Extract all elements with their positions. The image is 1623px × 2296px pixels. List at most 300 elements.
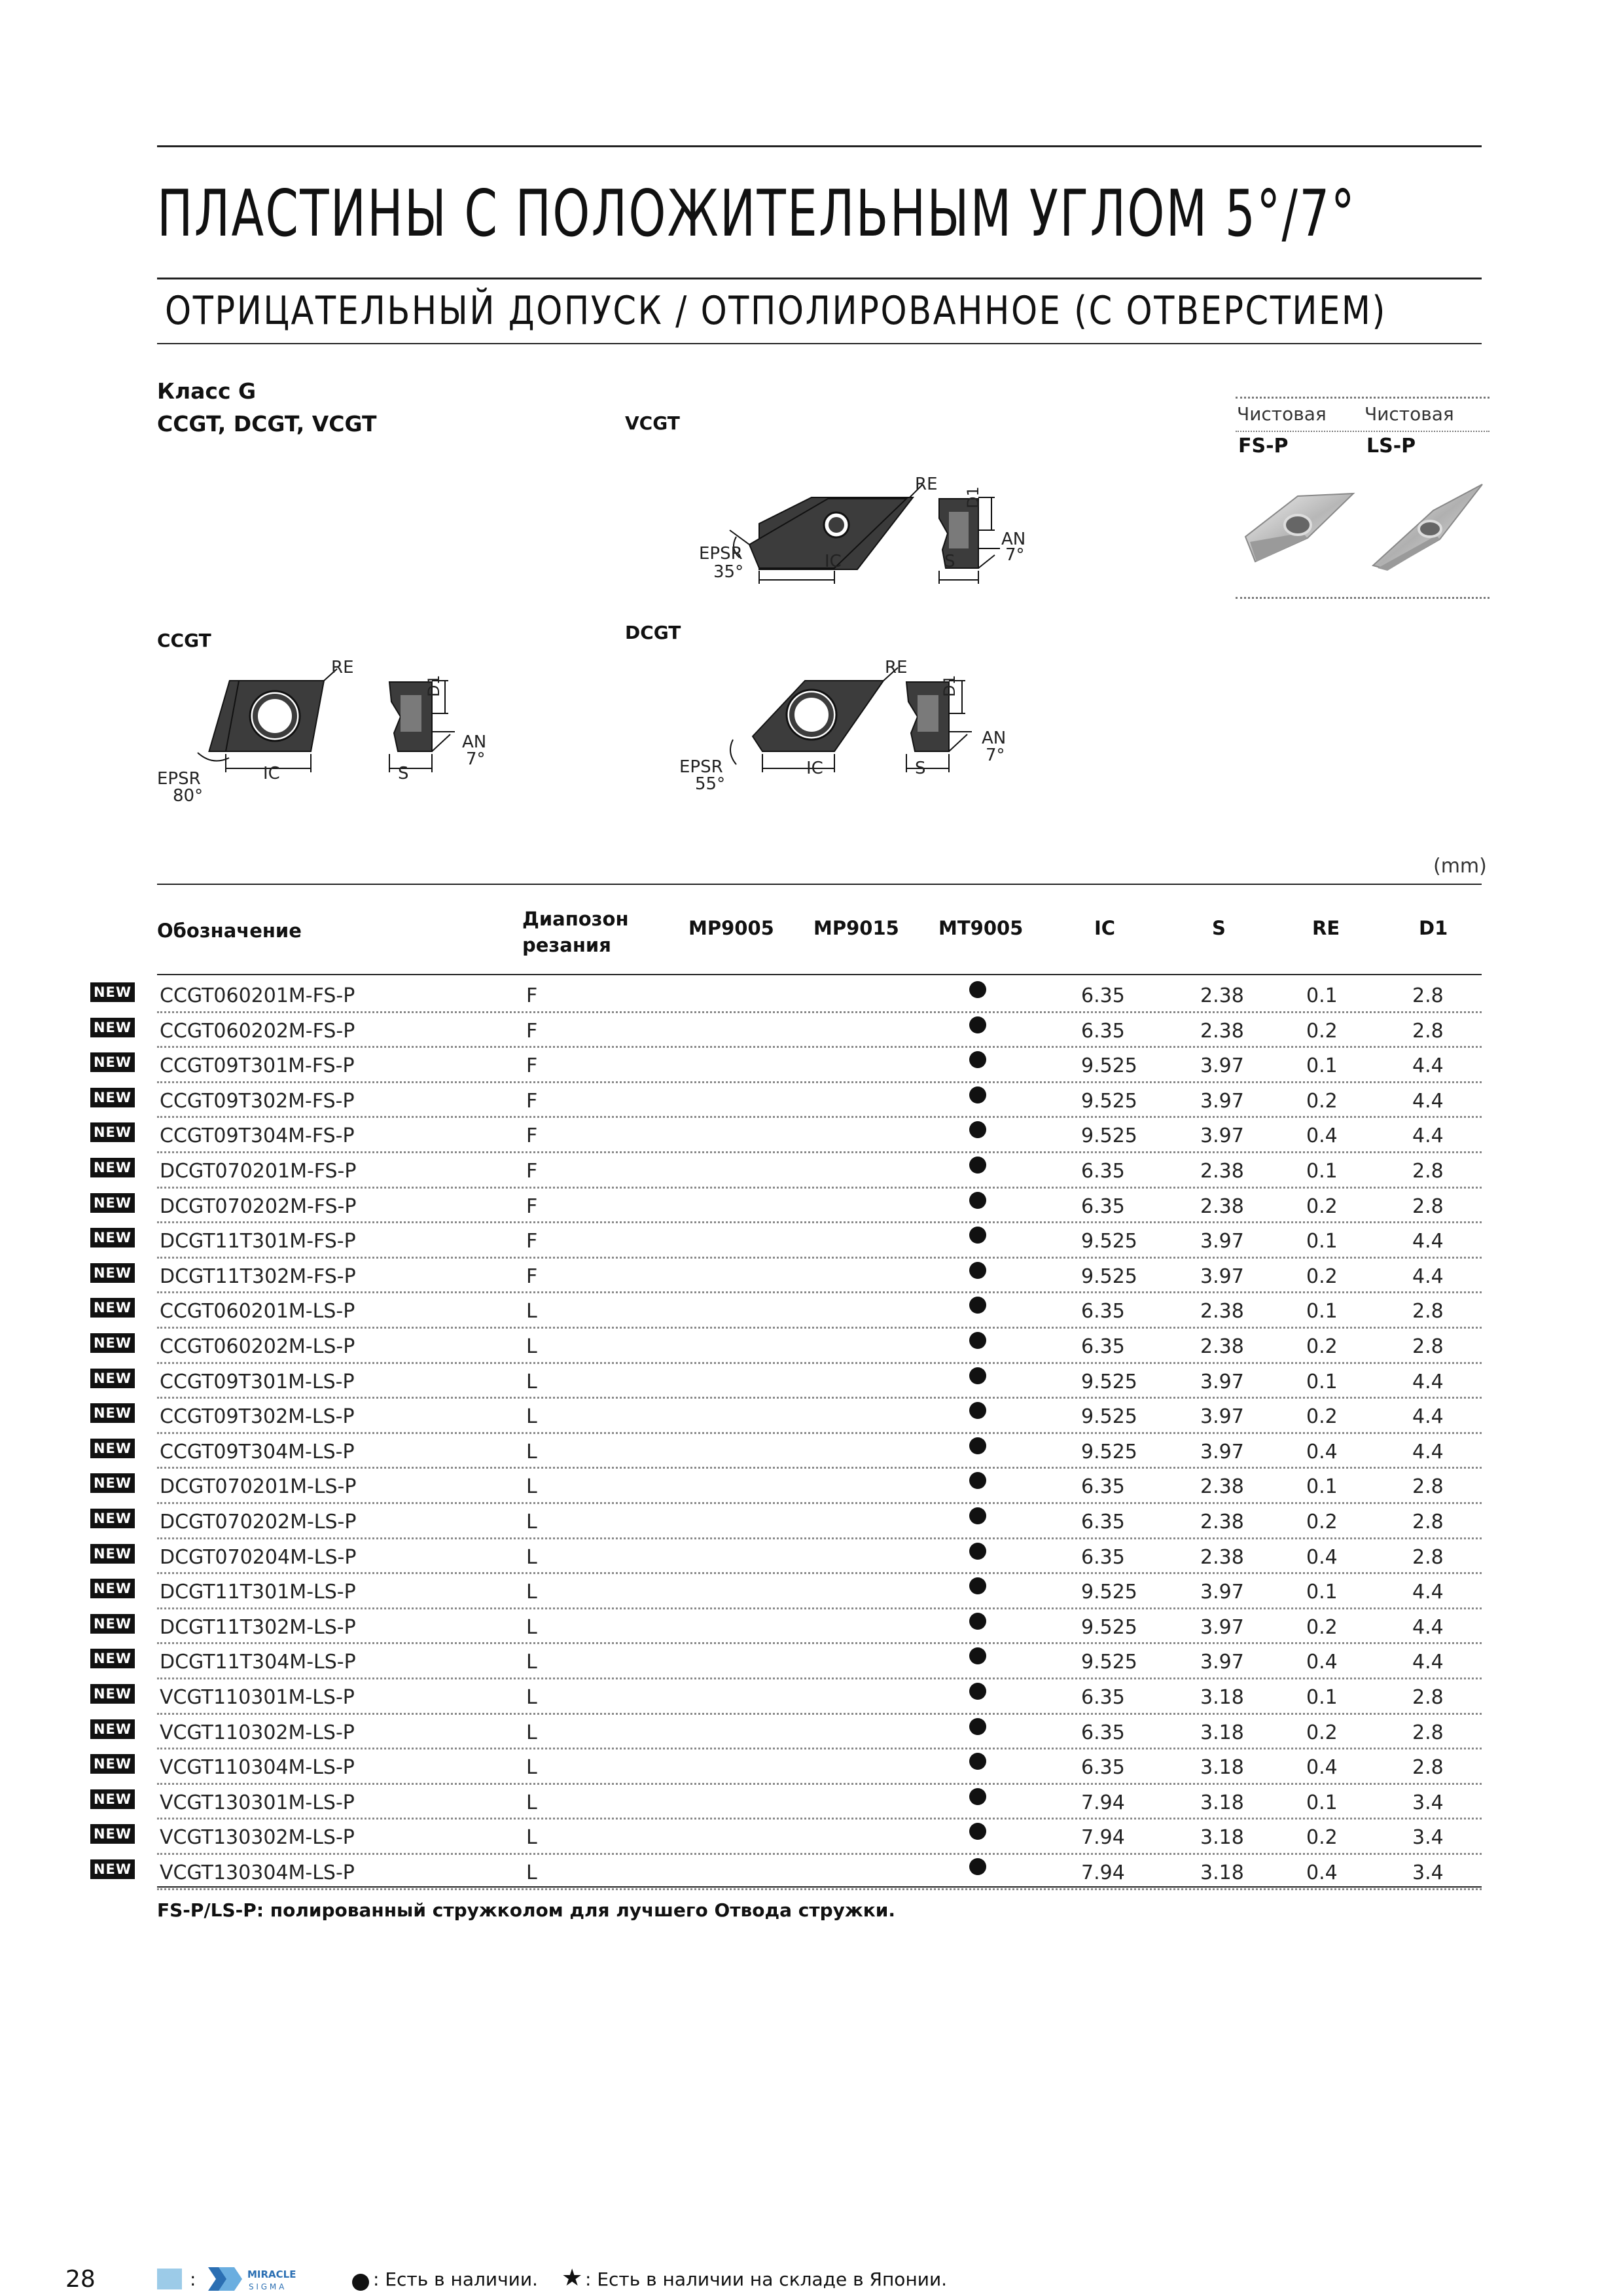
row-d1: 2.8 xyxy=(1412,1194,1444,1218)
row-d1: 4.4 xyxy=(1412,1054,1444,1078)
availability-dot-icon xyxy=(969,1577,986,1594)
row-s: 3.97 xyxy=(1200,1089,1244,1113)
row-s: 3.18 xyxy=(1200,1861,1244,1884)
row-d1: 2.8 xyxy=(1412,1019,1444,1043)
new-badge: NEW xyxy=(90,1684,135,1704)
row-d1: 4.4 xyxy=(1412,1089,1444,1113)
row-ic: 7.94 xyxy=(1081,1861,1125,1884)
row-code: VCGT110301M-LS-P xyxy=(160,1686,355,1709)
insert-photo-ls xyxy=(1361,478,1492,576)
row-ic: 6.35 xyxy=(1081,1756,1125,1780)
row-range: F xyxy=(526,1019,538,1043)
row-s: 3.97 xyxy=(1200,1230,1244,1253)
table-row xyxy=(0,1013,1623,1049)
new-badge: NEW xyxy=(90,1088,135,1107)
new-badge: NEW xyxy=(90,1544,135,1564)
row-d1: 2.8 xyxy=(1412,1335,1444,1358)
row-ic: 9.525 xyxy=(1081,1230,1137,1253)
row-d1: 2.8 xyxy=(1412,1756,1444,1780)
col-mt9005: MT9005 xyxy=(938,917,1024,939)
legend-star-text: : Есть в наличии на складе в Японии. xyxy=(585,2269,948,2290)
ccgt-an-label: AN xyxy=(462,732,487,752)
row-ic: 7.94 xyxy=(1081,1791,1125,1814)
new-badge: NEW xyxy=(90,1824,135,1844)
row-re: 0.2 xyxy=(1306,1335,1338,1358)
row-re: 0.1 xyxy=(1306,1160,1338,1183)
row-s: 3.97 xyxy=(1200,1615,1244,1639)
row-re: 0.1 xyxy=(1306,984,1338,1007)
row-d1: 4.4 xyxy=(1412,1230,1444,1253)
row-s: 2.38 xyxy=(1200,1335,1244,1358)
row-s: 2.38 xyxy=(1200,1475,1244,1499)
row-ic: 9.525 xyxy=(1081,1581,1137,1604)
row-range: L xyxy=(526,1861,537,1884)
row-s: 3.18 xyxy=(1200,1756,1244,1780)
col-re: RE xyxy=(1312,917,1340,939)
row-re: 0.1 xyxy=(1306,1475,1338,1499)
row-re: 0.2 xyxy=(1306,1089,1338,1113)
new-badge: NEW xyxy=(90,1859,135,1879)
legend-colon: : xyxy=(190,2269,196,2290)
table-row xyxy=(0,1574,1623,1609)
table-row xyxy=(0,1293,1623,1329)
row-s: 3.97 xyxy=(1200,1124,1244,1148)
new-badge: NEW xyxy=(90,1719,135,1739)
row-s: 3.97 xyxy=(1200,1265,1244,1288)
row-code: DCGT11T304M-LS-P xyxy=(160,1651,356,1674)
row-range: L xyxy=(526,1721,537,1744)
legend-dot-icon xyxy=(352,2274,369,2291)
row-range: F xyxy=(526,1194,538,1218)
row-re: 0.4 xyxy=(1306,1861,1338,1884)
chipbreaker-type-ls: Чистовая xyxy=(1364,403,1454,425)
ccgt-ic-label: IC xyxy=(263,764,280,783)
vcgt-label: VCGT xyxy=(625,412,680,434)
col-s: S xyxy=(1212,917,1226,939)
new-badge: NEW xyxy=(90,1228,135,1247)
page-number: 28 xyxy=(65,2266,96,2293)
table-row xyxy=(0,1609,1623,1645)
row-ic: 6.35 xyxy=(1081,984,1125,1007)
table-bottom-rule xyxy=(157,1886,1482,1888)
vcgt-re-label: RE xyxy=(915,475,938,494)
chipbreaker-bottom-rule xyxy=(1236,597,1489,599)
new-badge: NEW xyxy=(90,1158,135,1177)
row-ic: 9.525 xyxy=(1081,1124,1137,1148)
table-footnote: FS-P/LS-P: полированный стружколом для лучшего Отвода стружки. xyxy=(157,1899,895,1921)
row-code: CCGT09T302M-LS-P xyxy=(160,1405,355,1429)
row-code: CCGT060202M-FS-P xyxy=(160,1019,355,1043)
row-re: 0.2 xyxy=(1306,1826,1338,1850)
row-range: L xyxy=(526,1615,537,1639)
class-label: Класс G xyxy=(157,378,257,404)
row-ic: 6.35 xyxy=(1081,1686,1125,1709)
page-subtitle: ОТРИЦАТЕЛЬНЫЙ ДОПУСК / ОТПОЛИРОВАННОЕ (С ОТВЕРСТИЕМ) xyxy=(165,288,1387,334)
row-d1: 2.8 xyxy=(1412,1721,1444,1744)
row-re: 0.1 xyxy=(1306,1230,1338,1253)
row-ic: 9.525 xyxy=(1081,1440,1137,1463)
row-code: VCGT130301M-LS-P xyxy=(160,1791,355,1814)
row-range: F xyxy=(526,1230,538,1253)
ccgt-re-label: RE xyxy=(331,658,354,677)
row-d1: 2.8 xyxy=(1412,1545,1444,1569)
row-d1: 4.4 xyxy=(1412,1581,1444,1604)
row-code: VCGT130304M-LS-P xyxy=(160,1861,355,1884)
row-re: 0.2 xyxy=(1306,1405,1338,1429)
availability-dot-icon xyxy=(969,1753,986,1770)
row-s: 3.18 xyxy=(1200,1686,1244,1709)
row-d1: 4.4 xyxy=(1412,1265,1444,1288)
ccgt-label: CCGT xyxy=(157,630,211,651)
table-row xyxy=(0,1048,1623,1083)
row-ic: 9.525 xyxy=(1081,1370,1137,1393)
table-top-rule xyxy=(157,884,1482,885)
new-badge: NEW xyxy=(90,1403,135,1423)
availability-dot-icon xyxy=(969,1788,986,1805)
row-d1: 4.4 xyxy=(1412,1370,1444,1393)
dcgt-an-angle: 7° xyxy=(986,745,1005,765)
svg-text:S I G M A: S I G M A xyxy=(249,2282,285,2291)
new-badge: NEW xyxy=(90,1754,135,1774)
row-re: 0.4 xyxy=(1306,1124,1338,1148)
availability-dot-icon xyxy=(969,1823,986,1840)
table-row xyxy=(0,1259,1623,1294)
row-range: L xyxy=(526,1826,537,1850)
row-code: CCGT09T301M-FS-P xyxy=(160,1054,355,1078)
row-range: F xyxy=(526,1089,538,1113)
availability-dot-icon xyxy=(969,1683,986,1700)
row-code: DCGT11T302M-FS-P xyxy=(160,1265,356,1288)
row-ic: 9.525 xyxy=(1081,1405,1137,1429)
row-ic: 6.35 xyxy=(1081,1160,1125,1183)
availability-dot-icon xyxy=(969,1192,986,1209)
availability-dot-icon xyxy=(969,1367,986,1384)
row-ic: 6.35 xyxy=(1081,1475,1125,1499)
row-s: 2.38 xyxy=(1200,1194,1244,1218)
row-re: 0.1 xyxy=(1306,1686,1338,1709)
row-d1: 3.4 xyxy=(1412,1826,1444,1850)
availability-dot-icon xyxy=(969,1543,986,1560)
availability-dot-icon xyxy=(969,1472,986,1489)
row-d1: 4.4 xyxy=(1412,1651,1444,1674)
new-badge: NEW xyxy=(90,1509,135,1528)
new-badge: NEW xyxy=(90,1579,135,1598)
dcgt-ic-label: IC xyxy=(806,759,823,778)
new-badge: NEW xyxy=(90,1649,135,1668)
chipbreaker-mid-rule xyxy=(1236,431,1489,432)
vcgt-d1-label: D1 xyxy=(963,486,982,509)
dcgt-s-label: S xyxy=(915,759,926,778)
table-row xyxy=(0,1749,1623,1785)
row-d1: 3.4 xyxy=(1412,1791,1444,1814)
types-label: CCGT, DCGT, VCGT xyxy=(157,411,377,437)
row-re: 0.4 xyxy=(1306,1545,1338,1569)
vcgt-an-label: AN xyxy=(1001,529,1026,549)
new-badge: NEW xyxy=(90,1789,135,1809)
new-badge: NEW xyxy=(90,1298,135,1318)
row-re: 0.2 xyxy=(1306,1265,1338,1288)
dcgt-angle-label: 55° xyxy=(695,774,726,794)
row-ic: 9.525 xyxy=(1081,1089,1137,1113)
vcgt-an-angle: 7° xyxy=(1005,545,1025,565)
row-range: F xyxy=(526,1160,538,1183)
row-re: 0.2 xyxy=(1306,1721,1338,1744)
availability-dot-icon xyxy=(969,1437,986,1454)
table-header-rule xyxy=(157,974,1482,975)
ccgt-epsr-label: EPSR xyxy=(157,769,201,789)
availability-dot-icon xyxy=(969,1016,986,1033)
table-row xyxy=(0,1153,1623,1189)
title-rule xyxy=(157,278,1482,279)
ccgt-an-angle: 7° xyxy=(466,749,486,769)
row-ic: 9.525 xyxy=(1081,1265,1137,1288)
table-row xyxy=(0,1679,1623,1715)
row-code: DCGT070201M-FS-P xyxy=(160,1160,357,1183)
availability-dot-icon xyxy=(969,1227,986,1244)
row-ic: 9.525 xyxy=(1081,1615,1137,1639)
row-code: CCGT09T302M-FS-P xyxy=(160,1089,355,1113)
table-row xyxy=(0,1504,1623,1539)
row-code: DCGT070201M-LS-P xyxy=(160,1475,357,1499)
row-s: 2.38 xyxy=(1200,1511,1244,1534)
row-d1: 2.8 xyxy=(1412,1511,1444,1534)
vcgt-angle-label: 35° xyxy=(713,562,744,582)
availability-dot-icon xyxy=(969,1718,986,1735)
dcgt-re-label: RE xyxy=(885,658,908,677)
row-code: VCGT130302M-LS-P xyxy=(160,1826,355,1850)
row-ic: 6.35 xyxy=(1081,1300,1125,1323)
row-re: 0.2 xyxy=(1306,1511,1338,1534)
row-s: 3.97 xyxy=(1200,1405,1244,1429)
table-row xyxy=(0,1539,1623,1575)
insert-photo-fs xyxy=(1236,484,1360,569)
page-title: ПЛАСТИНЫ С ПОЛОЖИТЕЛЬНЫМ УГЛОМ 5°/7° xyxy=(157,177,1357,251)
legend-dot-text: : Есть в наличии. xyxy=(373,2269,538,2290)
subtitle-rule xyxy=(157,343,1482,344)
row-s: 3.97 xyxy=(1200,1440,1244,1463)
row-range: L xyxy=(526,1370,537,1393)
table-row xyxy=(0,1434,1623,1469)
row-range: F xyxy=(526,984,538,1007)
row-range: L xyxy=(526,1475,537,1499)
table-row xyxy=(0,978,1623,1013)
row-range: L xyxy=(526,1545,537,1569)
availability-dot-icon xyxy=(969,1262,986,1279)
row-d1: 2.8 xyxy=(1412,1160,1444,1183)
row-code: CCGT09T304M-FS-P xyxy=(160,1124,355,1148)
row-code: CCGT060202M-LS-P xyxy=(160,1335,355,1358)
row-range: L xyxy=(526,1405,537,1429)
row-s: 2.38 xyxy=(1200,984,1244,1007)
row-code: CCGT060201M-LS-P xyxy=(160,1300,355,1323)
availability-dot-icon xyxy=(969,1297,986,1314)
row-re: 0.2 xyxy=(1306,1615,1338,1639)
table-row xyxy=(0,1083,1623,1119)
col-designation: Обозначение xyxy=(157,920,302,942)
row-code: CCGT09T304M-LS-P xyxy=(160,1440,355,1463)
new-badge: NEW xyxy=(90,1333,135,1353)
row-d1: 4.4 xyxy=(1412,1440,1444,1463)
row-range: L xyxy=(526,1686,537,1709)
row-ic: 6.35 xyxy=(1081,1721,1125,1744)
table-row xyxy=(0,1820,1623,1855)
row-s: 3.97 xyxy=(1200,1651,1244,1674)
row-s: 3.18 xyxy=(1200,1826,1244,1850)
row-ic: 6.35 xyxy=(1081,1019,1125,1043)
new-badge: NEW xyxy=(90,1614,135,1634)
row-ic: 6.35 xyxy=(1081,1194,1125,1218)
row-ic: 9.525 xyxy=(1081,1651,1137,1674)
table-row xyxy=(0,1329,1623,1364)
dcgt-d1-label: D1 xyxy=(940,675,959,697)
new-badge: NEW xyxy=(90,1122,135,1142)
row-d1: 4.4 xyxy=(1412,1124,1444,1148)
row-code: VCGT110302M-LS-P xyxy=(160,1721,355,1744)
legend-color-square xyxy=(157,2269,182,2289)
new-badge: NEW xyxy=(90,982,135,1002)
row-re: 0.1 xyxy=(1306,1581,1338,1604)
row-s: 3.97 xyxy=(1200,1054,1244,1078)
row-d1: 2.8 xyxy=(1412,984,1444,1007)
availability-dot-icon xyxy=(969,1647,986,1664)
availability-dot-icon xyxy=(969,1157,986,1174)
table-row xyxy=(0,1785,1623,1820)
top-rule xyxy=(157,145,1482,147)
svg-text:MIRACLE: MIRACLE xyxy=(247,2269,296,2280)
row-s: 2.38 xyxy=(1200,1300,1244,1323)
availability-dot-icon xyxy=(969,1086,986,1103)
new-badge: NEW xyxy=(90,1052,135,1072)
availability-dot-icon xyxy=(969,1051,986,1068)
col-d1: D1 xyxy=(1419,917,1448,939)
availability-dot-icon xyxy=(969,1613,986,1630)
row-range: L xyxy=(526,1756,537,1780)
row-code: DCGT11T302M-LS-P xyxy=(160,1615,356,1639)
availability-dot-icon xyxy=(969,1402,986,1419)
col-ic: IC xyxy=(1094,917,1116,939)
row-ic: 6.35 xyxy=(1081,1511,1125,1534)
row-s: 3.18 xyxy=(1200,1791,1244,1814)
vcgt-ic-label: IC xyxy=(825,552,842,571)
row-range: L xyxy=(526,1335,537,1358)
row-code: DCGT11T301M-LS-P xyxy=(160,1581,356,1604)
row-range: L xyxy=(526,1581,537,1604)
chipbreaker-code-fs: FS-P xyxy=(1238,435,1289,457)
row-s: 2.38 xyxy=(1200,1019,1244,1043)
dcgt-an-label: AN xyxy=(982,728,1007,748)
row-s: 3.97 xyxy=(1200,1581,1244,1604)
row-re: 0.1 xyxy=(1306,1300,1338,1323)
new-badge: NEW xyxy=(90,1263,135,1283)
table-row xyxy=(0,1364,1623,1399)
row-code: VCGT110304M-LS-P xyxy=(160,1756,355,1780)
availability-dot-icon xyxy=(969,1507,986,1524)
row-s: 2.38 xyxy=(1200,1160,1244,1183)
row-d1: 2.8 xyxy=(1412,1686,1444,1709)
row-ic: 6.35 xyxy=(1081,1545,1125,1569)
row-re: 0.4 xyxy=(1306,1756,1338,1780)
row-d1: 2.8 xyxy=(1412,1300,1444,1323)
table-row xyxy=(0,1469,1623,1504)
col-mp9015: MP9015 xyxy=(813,917,899,939)
unit-label: (mm) xyxy=(1433,855,1487,878)
row-ic: 9.525 xyxy=(1081,1054,1137,1078)
row-code: CCGT060201M-FS-P xyxy=(160,984,355,1007)
row-re: 0.4 xyxy=(1306,1651,1338,1674)
row-range: L xyxy=(526,1440,537,1463)
row-range: L xyxy=(526,1300,537,1323)
miracle-sigma-logo xyxy=(208,2265,326,2293)
col-range-line1: Диапозон xyxy=(522,908,629,930)
table-row xyxy=(0,1189,1623,1224)
row-re: 0.2 xyxy=(1306,1194,1338,1218)
new-badge: NEW xyxy=(90,1473,135,1493)
row-d1: 2.8 xyxy=(1412,1475,1444,1499)
row-range: F xyxy=(526,1054,538,1078)
row-range: L xyxy=(526,1651,537,1674)
row-d1: 3.4 xyxy=(1412,1861,1444,1884)
availability-dot-icon xyxy=(969,1121,986,1138)
row-re: 0.4 xyxy=(1306,1440,1338,1463)
new-badge: NEW xyxy=(90,1193,135,1213)
legend-star-icon: ★ xyxy=(562,2265,583,2291)
new-badge: NEW xyxy=(90,1439,135,1458)
table-row xyxy=(0,1118,1623,1153)
row-divider xyxy=(157,1888,1482,1890)
chipbreaker-top-rule xyxy=(1236,397,1489,399)
dcgt-label: DCGT xyxy=(625,622,681,643)
row-d1: 4.4 xyxy=(1412,1615,1444,1639)
row-range: L xyxy=(526,1791,537,1814)
row-re: 0.2 xyxy=(1306,1019,1338,1043)
row-ic: 6.35 xyxy=(1081,1335,1125,1358)
row-ic: 7.94 xyxy=(1081,1826,1125,1850)
row-code: DCGT070204M-LS-P xyxy=(160,1545,357,1569)
ccgt-s-label: S xyxy=(398,764,409,783)
new-badge: NEW xyxy=(90,1018,135,1037)
table-row xyxy=(0,1855,1623,1890)
row-range: F xyxy=(526,1124,538,1148)
row-s: 3.18 xyxy=(1200,1721,1244,1744)
ccgt-angle-label: 80° xyxy=(173,786,204,806)
row-re: 0.1 xyxy=(1306,1370,1338,1393)
table-row xyxy=(0,1715,1623,1750)
table-row xyxy=(0,1399,1623,1434)
availability-dot-icon xyxy=(969,1858,986,1875)
col-range-line2: резания xyxy=(522,934,611,956)
row-code: CCGT09T301M-LS-P xyxy=(160,1370,355,1393)
vcgt-epsr-label: EPSR xyxy=(699,544,743,564)
chipbreaker-type-fs: Чистовая xyxy=(1237,403,1327,425)
row-s: 3.97 xyxy=(1200,1370,1244,1393)
row-code: DCGT070202M-FS-P xyxy=(160,1194,357,1218)
availability-dot-icon xyxy=(969,981,986,998)
col-mp9005: MP9005 xyxy=(688,917,774,939)
vcgt-s-label: S xyxy=(944,552,955,571)
row-code: DCGT11T301M-FS-P xyxy=(160,1230,356,1253)
chipbreaker-code-ls: LS-P xyxy=(1366,435,1416,457)
table-row xyxy=(0,1644,1623,1679)
row-re: 0.1 xyxy=(1306,1791,1338,1814)
ccgt-d1-label: D1 xyxy=(424,675,443,697)
dcgt-epsr-label: EPSR xyxy=(679,757,723,777)
availability-dot-icon xyxy=(969,1332,986,1349)
row-range: L xyxy=(526,1511,537,1534)
row-range: F xyxy=(526,1265,538,1288)
new-badge: NEW xyxy=(90,1369,135,1388)
row-s: 2.38 xyxy=(1200,1545,1244,1569)
row-d1: 4.4 xyxy=(1412,1405,1444,1429)
